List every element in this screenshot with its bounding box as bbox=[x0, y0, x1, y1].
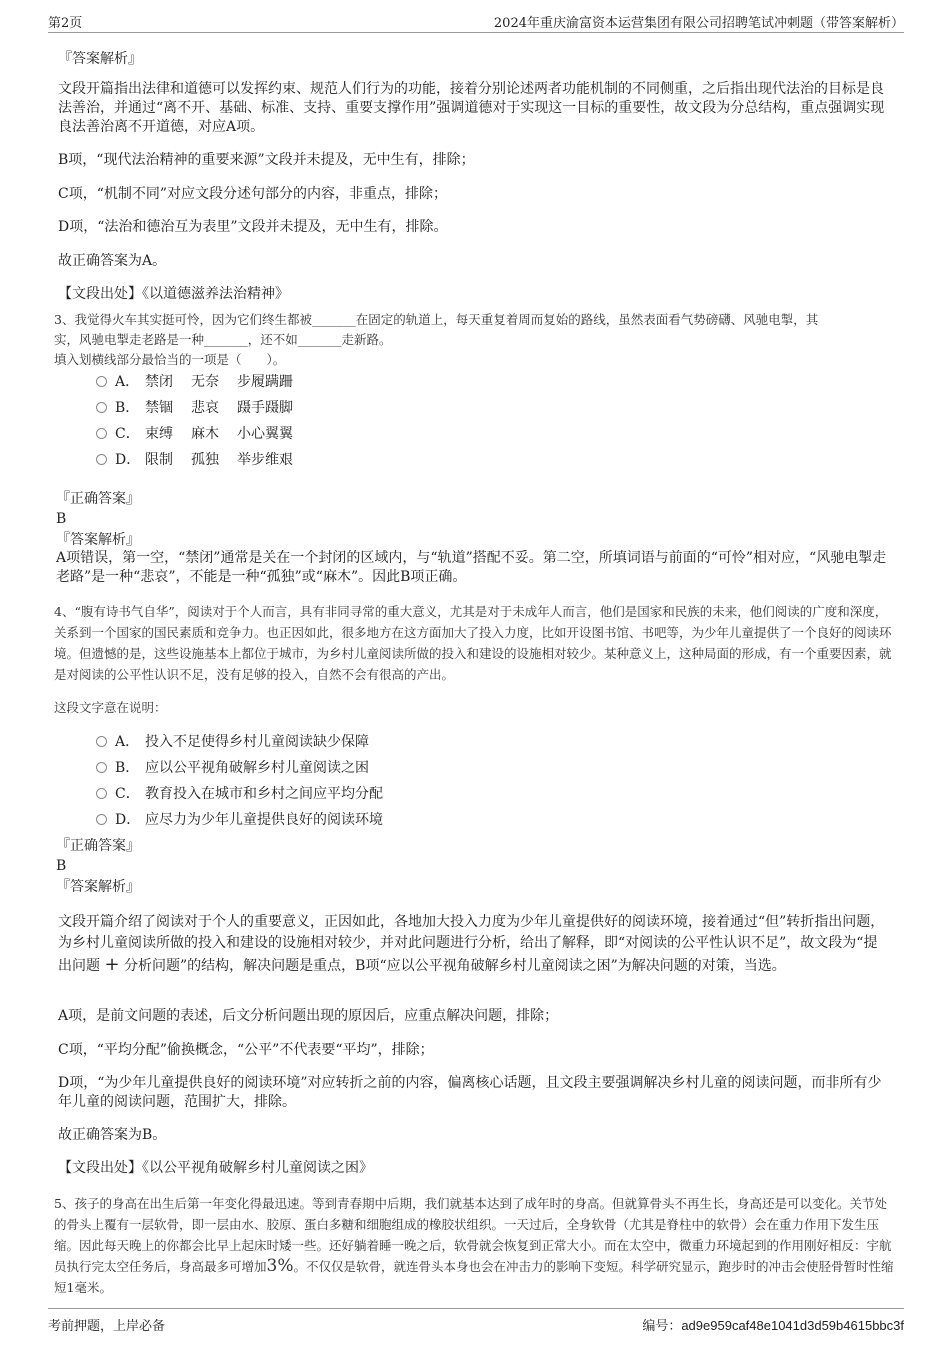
analysis-heading: 『答案解析』 bbox=[58, 51, 142, 67]
radio-button[interactable] bbox=[96, 376, 107, 387]
q4-correct-answer: B bbox=[56, 858, 67, 874]
q3-prompt: 填入划横线部分最恰当的一项是（ ）。 bbox=[54, 352, 286, 367]
q4-analysis-paragraph: 文段开篇介绍了阅读对于个人的重要意义，正因如此，各地加大投入力度为少年儿童提供好的阅读环境，接着通过“但”转折指出问题，为乡村儿童阅读所做的投入和建设的设施相对较少，并对此问题进行分析，给出了解释，即“对阅读的公平性认识不足”，故文段为“提出问题 + 分析问题”的结构，解决问题是重点，B项“应以公平视角破解乡村儿童阅读之困”为解决问题的对策，当选。 bbox=[58, 914, 885, 975]
q4-analysis-heading: 『答案解析』 bbox=[56, 879, 140, 895]
q4-conclusion: 故正确答案为B。 bbox=[58, 1127, 167, 1143]
q5-stem: 5、孩子的身高在出生后第一年变化得最迅速。等到青春期中后期，我们就基本达到了成年时的身高。但就算骨头不再生长，身高还是可以变化。关节处的骨头上覆有一层软骨，即一层由水、胶原、蛋白多糖和细胞组成的橡胶状组织。一天过后，全身软骨（尤其是脊柱中的软骨）会在重力作用下发生压缩。因此每天晚上的你都会比早上起床时矮一些。还好躺着睡一晚之后，软骨就会恢复到正常大小。而在太空中，微重力环境起到的作用刚好相反：宇航员执行完太空任务后，身高最多可增加3%。不仅仅是软骨，就连骨头本身也会在冲击力的影响下变短。科学研究显示，跑步时的冲击会使胫骨暂时性缩短1毫米。 bbox=[54, 1196, 894, 1295]
q4-option-d[interactable]: D． 应尽力为少年儿童提供良好的阅读环境 bbox=[96, 810, 383, 830]
q4-option-b[interactable]: B． 应以公平视角破解乡村儿童阅读之困 bbox=[96, 758, 369, 778]
q4-stem: 4、“腹有诗书气自华”，阅读对于个人而言，具有非同寻常的重大意义，尤其是对于未成年人而言，他们是国家和民族的未来，他们阅读的广度和深度，关系到一个国家的国民素质和竞争力。也正因如此，很多地方在这方面加大了投入力度，比如开设图书馆、书吧等，为少年儿童提供了一个良好的阅读环境。但遗憾的是，这些设施基本上都位于城市，为乡村儿童阅读所做的投入和建设的设施相对较少。某种意义上，这种局面的形成，有一个重要因素，就是对阅读的公平性认识不足，没有足够的投入，自然不会有很高的产出。 bbox=[54, 604, 892, 682]
radio-button[interactable] bbox=[96, 762, 107, 773]
document-title: 2024年重庆渝富资本运营集团有限公司招聘笔试冲刺题（带答案解析） bbox=[493, 16, 904, 31]
q3-analysis: A项错误，第一空，“禁闭”通常是关在一个封闭的区域内，与“轨道”搭配不妥。第二空，所填词语与前面的“可怜”相对应，“风驰电掣走老路”是一种“悲哀”，不能是一种“孤独”或“麻木”。因此B项正确。 bbox=[56, 550, 887, 585]
q3-option-d[interactable]: D． 限制 孤独 举步维艰 bbox=[96, 450, 311, 470]
q3-correct-heading: 『正确答案』 bbox=[56, 491, 140, 507]
q4-correct-heading: 『正确答案』 bbox=[56, 838, 140, 854]
page-footer bbox=[48, 1308, 904, 1335]
q4-option-c-analysis: C项，“平均分配”偷换概念，“公平”不代表要“平均”，排除； bbox=[58, 1042, 434, 1058]
q2-option-b-analysis: B项，“现代法治精神的重要来源”文段并未提及，无中生有，排除； bbox=[58, 152, 475, 168]
radio-button[interactable] bbox=[96, 402, 107, 413]
radio-button[interactable] bbox=[96, 736, 107, 747]
q4-source: 【文段出处】《以公平视角破解乡村儿童阅读之困》 bbox=[58, 1160, 373, 1176]
q3-stem-line2: 实，风驰电掣走老路是一种_______，还不如_______走新路。 bbox=[54, 332, 392, 347]
q3-analysis-heading: 『答案解析』 bbox=[56, 532, 140, 548]
radio-button[interactable] bbox=[96, 454, 107, 465]
percent-value: 3% bbox=[266, 1256, 294, 1276]
footer-slogan: 考前押题，上岸必备 bbox=[48, 1319, 166, 1334]
q2-source: 【文段出处】《以道德滋养法治精神》 bbox=[58, 286, 289, 302]
q4-option-d-analysis: D项，“为少年儿童提供良好的阅读环境”对应转折之前的内容，偏离核心话题，且文段主要强调解决乡村儿童的阅读问题，而非所有少年儿童的阅读问题，范围扩大，排除。 bbox=[58, 1075, 882, 1110]
q4-prompt: 这段文字意在说明： bbox=[54, 700, 167, 715]
q3-option-b[interactable]: B． 禁锢 悲哀 蹑手蹑脚 bbox=[96, 398, 311, 418]
q2-option-c-analysis: C项，“机制不同”对应文段分述句部分的内容，非重点，排除； bbox=[58, 186, 448, 202]
radio-button[interactable] bbox=[96, 788, 107, 799]
q3-option-c[interactable]: C． 束缚 麻木 小心翼翼 bbox=[96, 424, 311, 444]
q3-option-a[interactable]: A． 禁闭 无奈 步履蹒跚 bbox=[96, 372, 311, 392]
q4-option-a-analysis: A项，是前文问题的表述，后文分析问题出现的原因后，应重点解决问题，排除； bbox=[58, 1008, 559, 1024]
page-number: 第2页 bbox=[48, 16, 83, 31]
q2-option-d-analysis: D项，“法治和德治互为表里”文段并未提及，无中生有，排除。 bbox=[58, 219, 448, 235]
q4-option-a[interactable]: A． 投入不足使得乡村儿童阅读缺少保障 bbox=[96, 732, 369, 752]
q2-conclusion: 故正确答案为A。 bbox=[58, 253, 167, 269]
q3-correct-answer: B bbox=[56, 511, 67, 527]
q3-stem-line1: 3、我觉得火车其实挺可怜，因为它们终生都被_______在固定的轨道上，每天重复着周而复始的路线，虽然表面看气势磅礴、风驰电掣，其 bbox=[54, 312, 819, 327]
radio-button[interactable] bbox=[96, 428, 107, 439]
radio-button[interactable] bbox=[96, 814, 107, 825]
page-header bbox=[48, 10, 904, 33]
plus-sign: + bbox=[104, 954, 120, 975]
q2-analysis-paragraph: 文段开篇指出法律和道德可以发挥约束、规范人们行为的功能，接着分别论述两者功能机制的不同侧重，之后指出现代法治的目标是良法善治，并通过“离不开、基础、标准、支持、重要支撑作用”强调道德对于实现这一目标的重要性，故文段为分总结构，重点强调实现良法善治离不开道德，对应A项。 bbox=[58, 81, 885, 135]
document-id: 编号：ad9e959caf48e1041d3d59b4615bbc3f bbox=[642, 1318, 904, 1334]
q4-option-c[interactable]: C． 教育投入在城市和乡村之间应平均分配 bbox=[96, 784, 383, 804]
